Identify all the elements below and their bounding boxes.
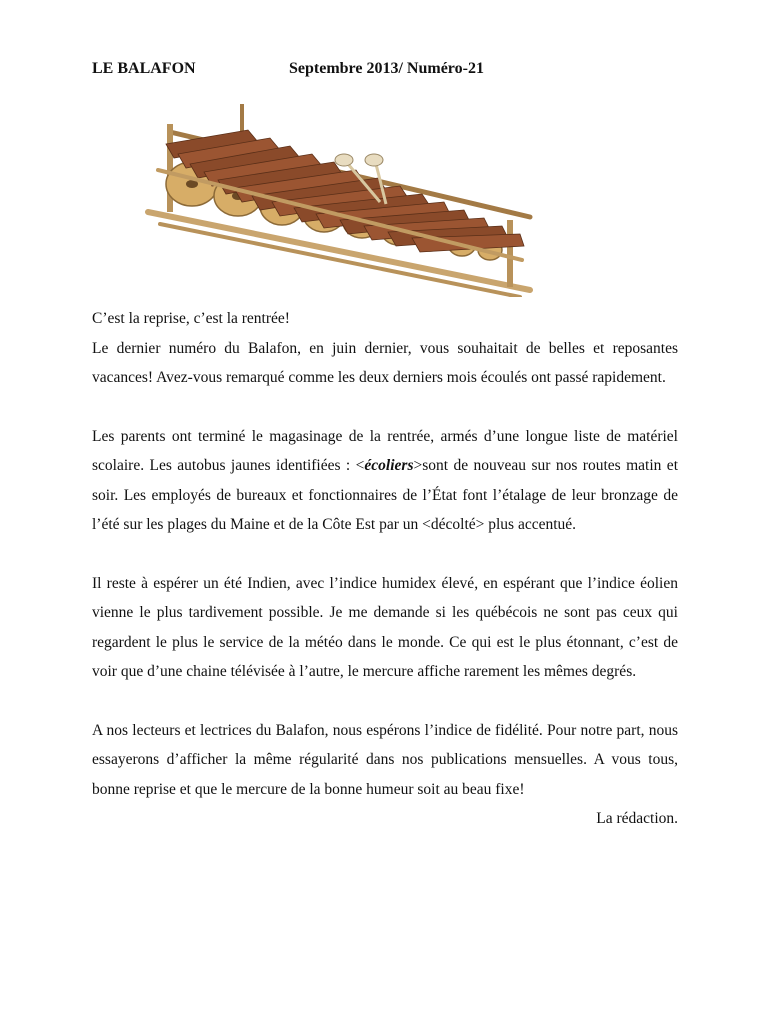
school-text-after: >sont de nouveau sur nos routes matin et soir. Les employés de bureaux et fonctionnaires de l’État font l’étalage de leur bronzage de l’été sur les plages du Maine et de la Côte Est par un <décolté> plus accentué. [92, 457, 678, 533]
paragraph-intro [92, 304, 678, 393]
balafon-icon [130, 92, 550, 297]
issue-date: Septembre 2013/ Numéro-21 [289, 60, 484, 77]
intro-line: C’est la reprise, c’est la rentrée! [92, 310, 290, 327]
school-emphasis: écoliers [364, 457, 414, 474]
school-text-before: Les parents ont terminé le magasinage de la rentrée, armés d’une longue liste de matériel scolaire. Les autobus jaunes identifiées : < [92, 427, 678, 474]
article-body [92, 304, 678, 834]
paragraph-weather: Il reste à espérer un été Indien, avec l’indice humidex élevé, en espérant que l’indice éolien vienne le plus tardivement possible. Je me demande si les québécois ne sont pas ceux qui regardent le plus le service de la météo dans le monde. Ce qui est le plus étonnant, c’est de voir que d’une chaine télévisée à l’autre, le mercure affiche rarement les mêmes degrés. [92, 574, 678, 680]
publication-title: LE BALAFON [92, 60, 196, 77]
paragraph-school [92, 422, 678, 540]
intro-text: Le dernier numéro du Balafon, en juin dernier, vous souhaitait de belles et reposantes vacances! Avez-vous remarqué comme les deux derniers mois écoulés ont passé rapidement. [92, 339, 678, 386]
paragraph-readers: A nos lecteurs et lectrices du Balafon, nous espérons l’indice de fidélité. Pour notre part, nous essayerons d’afficher la même régularité dans nos publications mensuelles. A vous tous, bonne reprise et que le mercure de la bonne humeur soit au beau fixe! [92, 721, 678, 798]
signature: La rédaction. [596, 810, 678, 827]
page-header [92, 60, 484, 78]
